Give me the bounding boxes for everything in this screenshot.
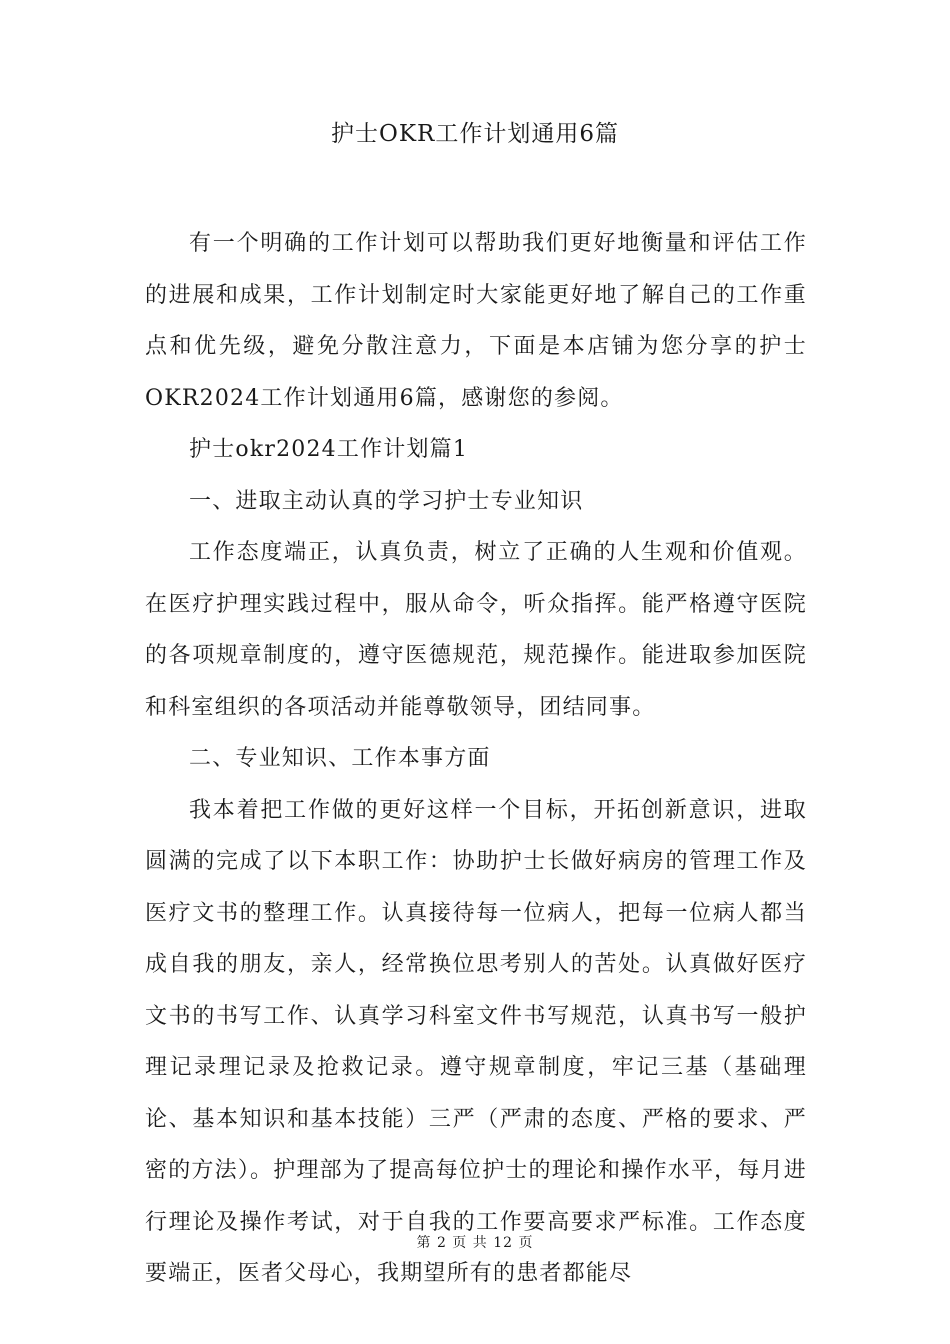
intro-paragraph: 有一个明确的工作计划可以帮助我们更好地衡量和评估工作的进展和成果，工作计划制定时大家能更好地了解自己的工作重点和优先级，避免分散注意力，下面是本店铺为您分享的护士OKR2024工作计划通用6篇，感谢您的参阅。 (145, 231, 807, 411)
body-paragraph: 工作态度端正，认真负责，树立了正确的人生观和价值观。在医疗护理实践过程中，服从命令，听众指挥。能严格遵守医院的各项规章制度的，遵守医德规范，规范操作。能进取参加医院和科室组织的各项活动并能尊敬领导，团结同事。 (145, 540, 807, 720)
body-paragraph: 我本着把工作做的更好这样一个目标，开拓创新意识，进取圆满的完成了以下本职工作：协助护士长做好病房的管理工作及医疗文书的整理工作。认真接待每一位病人，把每一位病人都当成自我的朋友，亲人，经常换位思考别人的苦处。认真做好医疗文书的书写工作、认真学习科室文件书写规范，认真书写一般护理记录理记录及抢救记录。遵守规章制度，牢记三基（基础理论、基本知识和基本技能）三严（严肃的态度、严格的要求、严密的方法）。护理部为了提高每位护士的理论和操作水平，每月进行理论及操作考试，对于自我的工作要高要求严标准。工作态度要端正，医者父母心，我期望所有的患者都能尽 (145, 797, 807, 1286)
subsection-heading: 一、进取主动认真的学习护士专业知识 (189, 488, 584, 514)
section-heading: 护士okr2024工作计划篇1 (189, 437, 469, 462)
subsection-heading: 二、专业知识、工作本事方面 (189, 746, 491, 771)
document-title: 护士OKR工作计划通用6篇 (331, 121, 619, 147)
document-body (145, 218, 807, 1300)
page-number-footer: 第 2 页 共 12 页 (416, 1235, 534, 1251)
